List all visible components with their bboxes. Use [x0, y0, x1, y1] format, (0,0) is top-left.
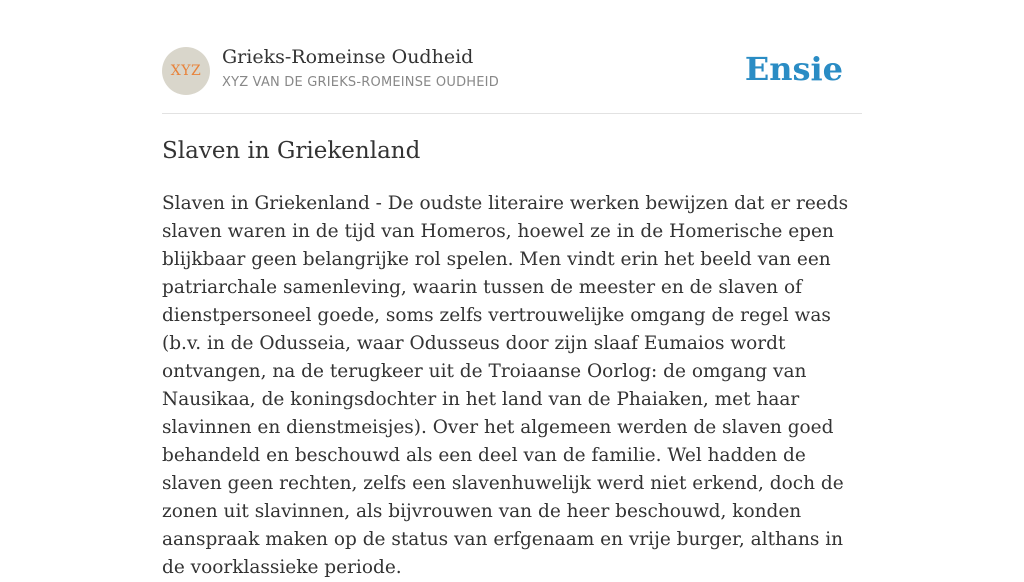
source-header — [162, 46, 862, 96]
ensie-logo[interactable]: Ensie — [744, 50, 843, 88]
header-divider — [162, 113, 862, 114]
source-avatar[interactable]: XYZ — [162, 47, 210, 95]
source-title-link[interactable]: Grieks-Romeinse Oudheid — [222, 46, 474, 68]
article-title: Slaven in Griekenland — [162, 138, 421, 164]
source-subtitle: XYZ VAN DE GRIEKS-ROMEINSE OUDHEID — [222, 75, 499, 90]
article-body: Slaven in Griekenland - De oudste literaire werken bewijzen dat er reeds slaven waren in de tijd van Homeros, hoewel ze in de Homerische epen blijkbaar geen belangrijke rol spelen. Men vindt erin het beeld van een patriarchale samenleving, waarin tussen de meester en de slaven of dienstpersoneel goede, soms zelfs vertrouwelijke omgang de regel was (b.v. in de Odusseia, waar Odusseus door zijn slaaf Eumaios wordt ontvangen, na de terugkeer uit de Troiaanse Oorlog: de omgang van Nausikaa, de koningsdochter in het land van de Phaiaken, met haar slavinnen en dienstmeisjes). Over het algemeen werden de slaven goed behandeld en beschouwd als een deel van de familie. Wel hadden de slaven geen rechten, zelfs een slavenhuwelijk werd niet erkend, doch de zonen uit slavinnen, als bijvrouwen van de heer beschouwd, konden aanspraak maken op de status van erfgenaam en vrije burger, althans in de voorklassieke periode. — [162, 193, 849, 578]
